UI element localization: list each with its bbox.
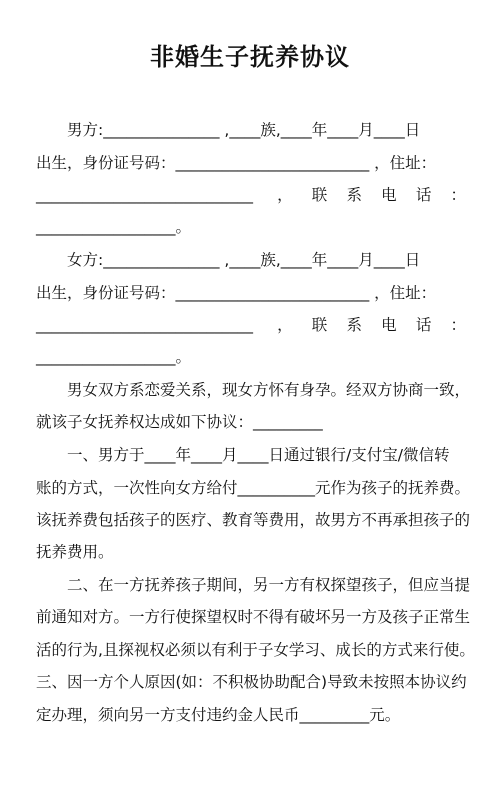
male-party-line: 男方:_______________ ,____族,____年____月____日 — [67, 121, 421, 139]
clause-1-line-1: 一、男方于____年____月____日通过银行/支付宝/微信转 — [67, 446, 450, 464]
female-address-line: ____________________________ ，联系电话： — [36, 316, 466, 334]
clause-2-line-1: 二、在一方抚养孩子期间，另一方有权探望孩子，但应当提 — [67, 576, 471, 594]
clause-3-line-2: 定办理，须向另一方支付违约金人民币_________元。 — [36, 706, 401, 724]
preamble-line-1: 男女双方系恋爱关系，现女方怀有身孕。经双方协商一致， — [67, 381, 471, 399]
male-phone-line: __________________。 — [36, 218, 192, 236]
female-party-line: 女方:_______________ ,____族,____年____月____日 — [67, 251, 421, 269]
preamble-line-2: 就该子女抚养权达成如下协议：_________ — [36, 413, 323, 431]
clause-3-line-1: 三、因一方个人原因(如：不积极协助配合)导致未按照本协议约 — [36, 673, 467, 691]
clause-1-line-3: 该抚养费包括孩子的医疗、教育等费用，故男方不再承担孩子的 — [36, 511, 471, 529]
female-phone-line: __________________。 — [36, 348, 192, 366]
male-id-line: 出生，身份证号码：_________________________ ，住址： — [36, 154, 437, 172]
clause-2-line-3: 活的行为,且探视权必须以有利于子女学习、成长的方式来行使。 — [36, 641, 475, 659]
clause-1-line-4: 抚养费用。 — [36, 543, 114, 561]
clause-2-line-2: 前通知对方。一方行使探望权时不得有破坏另一方及孩子正常生 — [36, 608, 471, 626]
male-address-line: ____________________________ ，联系电话： — [36, 186, 466, 204]
clause-1-line-2: 账的方式，一次性向女方给付__________元作为孩子的抚养费。 — [36, 479, 471, 497]
document-title: 非婚生子抚养协议 — [150, 43, 350, 71]
female-id-line: 出生，身份证号码：_________________________ ，住址： — [36, 284, 437, 302]
